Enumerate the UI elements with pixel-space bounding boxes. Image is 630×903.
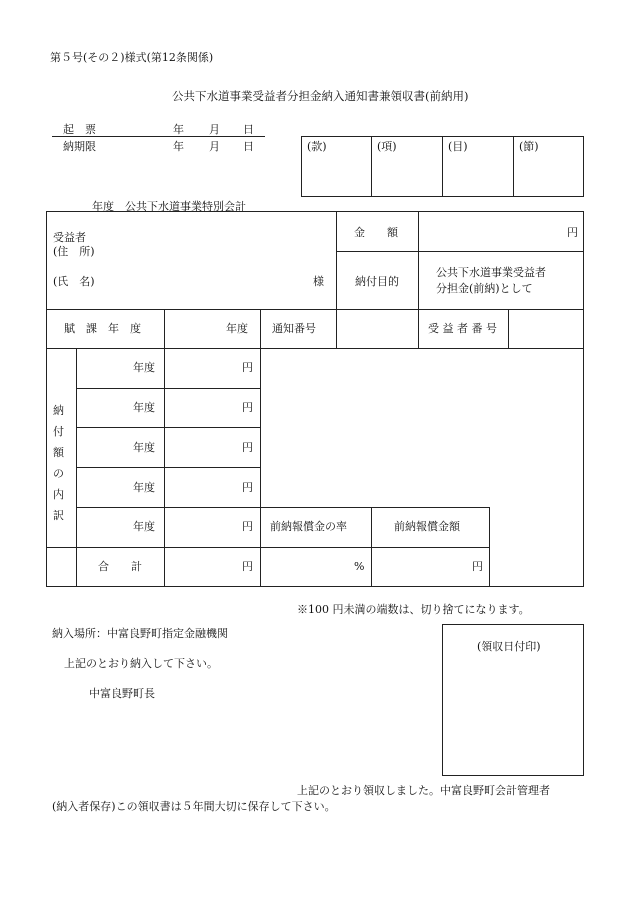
breakdown-row-yen: 円	[242, 481, 253, 494]
page-title: 公共下水道事業受益者分担金納入通知書兼領収書(前納用)	[172, 89, 469, 103]
kihyo-month: 月	[209, 123, 220, 136]
amount-unit: 円	[567, 226, 578, 239]
reward-amount-label: 前納報償金額	[394, 520, 460, 533]
payment-request: 上記のとおり納入して下さい。	[64, 657, 218, 670]
beneficiary-number-label: 受 益 者 番 号	[428, 322, 497, 335]
rounding-note: ※100 円未満の端数は、切り捨てになります。	[297, 603, 530, 616]
breakdown-row-yen: 円	[242, 401, 253, 414]
purpose-line1: 公共下水道事業受益者	[436, 266, 546, 279]
breakdown-row-yen: 円	[242, 361, 253, 374]
total-yen: 円	[242, 560, 253, 573]
payer-sama: 様	[313, 275, 324, 288]
breakdown-row-year: 年度	[133, 481, 155, 494]
noki-month: 月	[209, 140, 220, 153]
keep-notice: (納入者保存)この領収書は５年間大切に保存して下さい。	[52, 800, 336, 813]
receipt-stamp-label: (領収日付印)	[477, 640, 541, 653]
payer-label: 受益者	[53, 231, 86, 244]
kihyo-year: 年	[173, 123, 184, 136]
budget-kou: (項)	[377, 140, 397, 153]
budget-moku: (目)	[448, 140, 468, 153]
budget-kan: (款)	[307, 140, 327, 153]
mayor-name: 中富良野町長	[89, 687, 155, 700]
breakdown-row-year: 年度	[133, 441, 155, 454]
received-statement: 上記のとおり領収しました。中富良野町会計管理者	[297, 784, 550, 797]
purpose-line2: 分担金(前納)として	[436, 282, 533, 295]
total-label: 合 計	[98, 560, 142, 573]
payment-place: 納入場所：中富良野町指定金融機関	[52, 627, 228, 640]
levy-year-label: 賦 課 年 度	[64, 322, 141, 335]
noki-day: 日	[243, 140, 254, 153]
account-name: 年度 公共下水道事業特別会計	[92, 200, 246, 213]
reward-rate-percent: %	[354, 560, 365, 573]
breakdown-row-year: 年度	[133, 401, 155, 414]
kihyo-day: 日	[243, 123, 254, 136]
reward-amount-yen: 円	[472, 560, 483, 573]
breakdown-label: 納付額の内訳	[53, 404, 64, 522]
breakdown-row-yen: 円	[242, 520, 253, 533]
notice-number-label: 通知番号	[272, 322, 316, 335]
purpose-label: 納付目的	[355, 275, 399, 288]
form-number: 第５号(その２)様式(第12条関係)	[50, 51, 214, 64]
reward-rate-label: 前納報償金の率	[270, 520, 347, 533]
payer-name-label: (氏 名)	[53, 275, 95, 288]
kihyo-label: 起 票	[63, 123, 96, 136]
breakdown-row-year: 年度	[133, 520, 155, 533]
breakdown-row-year: 年度	[133, 361, 155, 374]
breakdown-row-yen: 円	[242, 441, 253, 454]
noki-label: 納期限	[63, 140, 96, 153]
noki-year: 年	[173, 140, 184, 153]
budget-setsu: (節)	[519, 140, 539, 153]
date-underline	[52, 136, 265, 137]
levy-year-unit: 年度	[226, 322, 248, 335]
amount-label: 金 額	[354, 226, 398, 239]
payer-address-label: (住 所)	[53, 245, 95, 258]
